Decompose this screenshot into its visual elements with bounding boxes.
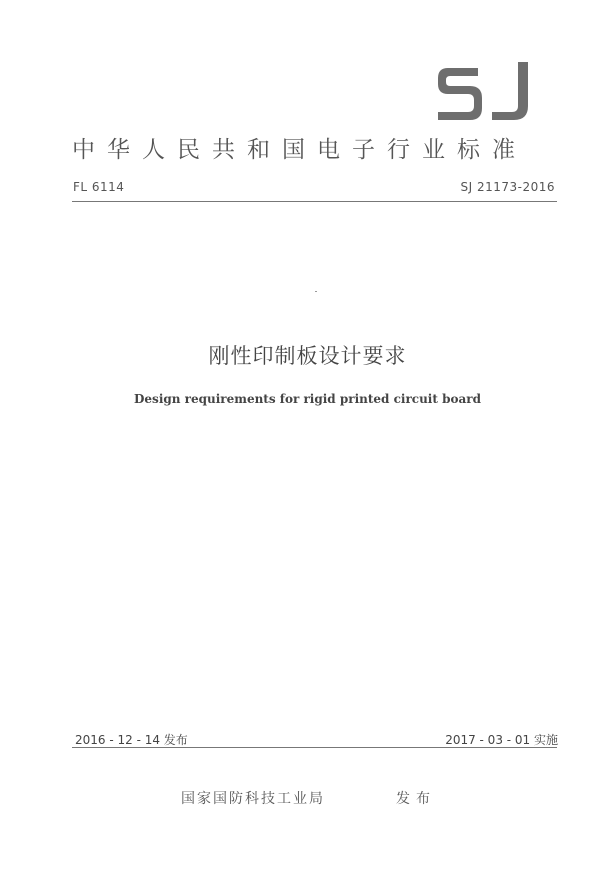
effective-date: 2017 - 03 - 01 实施: [445, 733, 558, 747]
issuing-authority: 国家国防科技工业局: [181, 791, 325, 807]
bottom-divider: [72, 747, 557, 748]
document-title-en: Design requirements for rigid printed circuit board: [134, 392, 481, 406]
issue-date: 2016 - 12 - 14 发布: [75, 733, 188, 747]
series-title: 中华人民共和国电子行业标准: [72, 137, 527, 163]
sj-logo-icon: [434, 60, 534, 124]
standard-number: SJ 21173-2016: [460, 180, 555, 194]
top-divider: [72, 201, 557, 202]
classification-code: FL 6114: [73, 180, 125, 194]
issue-action: 发布: [396, 791, 436, 807]
document-title-zh: 刚性印制板设计要求: [208, 344, 407, 368]
speck: [315, 291, 317, 292]
